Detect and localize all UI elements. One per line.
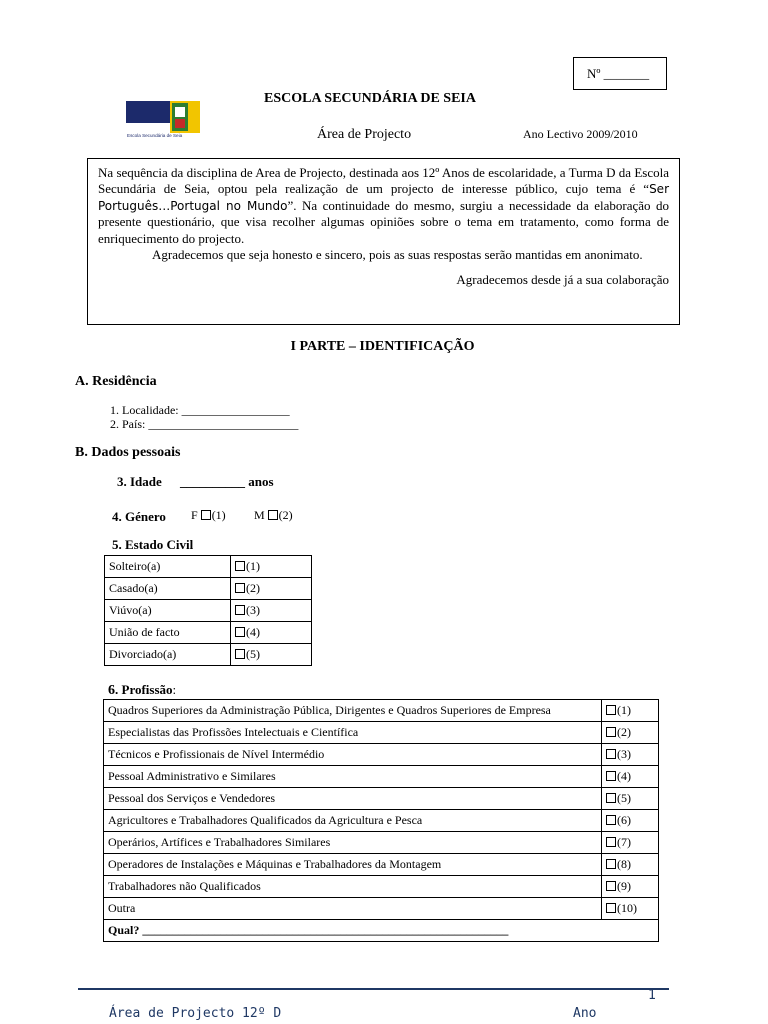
option-code: (3) xyxy=(617,747,631,761)
checkbox-icon[interactable] xyxy=(606,903,616,913)
civil-status-row xyxy=(105,644,312,666)
profession-row xyxy=(104,876,659,898)
option-checkbox[interactable] xyxy=(602,832,659,854)
profession-table xyxy=(103,699,659,942)
option-checkbox[interactable] xyxy=(602,854,659,876)
profession-row xyxy=(104,744,659,766)
option-code: (1) xyxy=(246,559,260,573)
section-b-title: B. Dados pessoais xyxy=(75,445,181,460)
profession-row xyxy=(104,700,659,722)
option-checkbox[interactable] xyxy=(602,788,659,810)
profession-row xyxy=(104,810,659,832)
option-code: (2) xyxy=(617,725,631,739)
profession-row xyxy=(104,832,659,854)
option-code: (7) xyxy=(617,835,631,849)
option-label: União de facto xyxy=(105,622,231,644)
civil-status-row xyxy=(105,622,312,644)
option-checkbox[interactable] xyxy=(602,722,659,744)
option-label: Operadores de Instalações e Máquinas e Trabalhadores da Montagem xyxy=(104,854,602,876)
checkbox-icon[interactable] xyxy=(606,815,616,825)
option-code: (2) xyxy=(246,581,260,595)
age-label: 3. Idade xyxy=(117,474,162,489)
checkbox-icon[interactable] xyxy=(201,510,211,520)
checkbox-icon[interactable] xyxy=(235,583,245,593)
option-checkbox[interactable] xyxy=(231,622,312,644)
option-checkbox[interactable] xyxy=(602,810,659,832)
logo-text: Escola Secundária de Seia xyxy=(127,133,183,138)
option-label: Outra xyxy=(104,898,602,920)
checkbox-icon[interactable] xyxy=(235,561,245,571)
option-code: (10) xyxy=(617,901,637,915)
option-label: Quadros Superiores da Administração Pública, Dirigentes e Quadros Superiores de Empresa xyxy=(104,700,602,722)
option-code: (9) xyxy=(617,879,631,893)
project-theme: Ser Português…Portugal no Mundo xyxy=(98,182,669,213)
option-code: (5) xyxy=(617,791,631,805)
checkbox-icon[interactable] xyxy=(606,727,616,737)
option-label: Especialistas das Profissões Intelectuais e Científica xyxy=(104,722,602,744)
intro-paragraph-2: Agradecemos que seja honesto e sincero, pois as suas respostas serão mantidas em anonimato. xyxy=(152,247,643,263)
checkbox-icon[interactable] xyxy=(235,627,245,637)
number-box: Nº _______ xyxy=(573,57,667,90)
checkbox-icon[interactable] xyxy=(606,859,616,869)
civil-status-row xyxy=(105,578,312,600)
option-label: Viúvo(a) xyxy=(105,600,231,622)
school-name: ESCOLA SECUNDÁRIA DE SEIA xyxy=(263,91,476,106)
footer-right-text: Ano xyxy=(573,1006,597,1021)
option-label: Trabalhadores não Qualificados xyxy=(104,876,602,898)
profession-row xyxy=(104,722,659,744)
checkbox-icon[interactable] xyxy=(268,510,278,520)
profession-row xyxy=(104,854,659,876)
intro-box xyxy=(87,158,680,325)
school-year: Ano Lectivo 2009/2010 xyxy=(523,127,638,141)
gender-option-m[interactable]: M (2) xyxy=(254,508,293,522)
option-code: (5) xyxy=(246,647,260,661)
option-code: (4) xyxy=(617,769,631,783)
intro-thanks: Agradecemos desde já a sua colaboração xyxy=(456,272,669,288)
option-label: Casado(a) xyxy=(105,578,231,600)
option-checkbox[interactable] xyxy=(602,898,659,920)
option-label: Agricultores e Trabalhadores Qualificados da Agricultura e Pesca xyxy=(104,810,602,832)
checkbox-icon[interactable] xyxy=(606,881,616,891)
option-code: (8) xyxy=(617,857,631,871)
civil-status-title: 5. Estado Civil xyxy=(112,537,194,552)
profession-row xyxy=(104,898,659,920)
gender-option-f[interactable]: F (1) xyxy=(191,508,226,522)
profession-title: 6. Profissão: xyxy=(108,682,177,698)
civil-status-table xyxy=(104,555,312,666)
civil-status-row xyxy=(105,600,312,622)
checkbox-icon[interactable] xyxy=(235,605,245,615)
option-label: Pessoal dos Serviços e Vendedores xyxy=(104,788,602,810)
profession-other-field[interactable]: Qual? _____________________________________________________________ xyxy=(104,920,659,942)
option-checkbox[interactable] xyxy=(602,744,659,766)
profession-other-row xyxy=(104,920,659,942)
option-code: (4) xyxy=(246,625,260,639)
profession-row xyxy=(104,766,659,788)
civil-status-row xyxy=(105,556,312,578)
option-checkbox[interactable] xyxy=(231,644,312,666)
checkbox-icon[interactable] xyxy=(235,649,245,659)
option-label: Operários, Artífices e Trabalhadores Similares xyxy=(104,832,602,854)
option-label: Técnicos e Profissionais de Nível Intermédio xyxy=(104,744,602,766)
option-checkbox[interactable] xyxy=(602,766,659,788)
checkbox-icon[interactable] xyxy=(606,749,616,759)
checkbox-icon[interactable] xyxy=(606,793,616,803)
option-label: Pessoal Administrativo e Similares xyxy=(104,766,602,788)
option-checkbox[interactable] xyxy=(231,556,312,578)
checkbox-icon[interactable] xyxy=(606,705,616,715)
profession-row xyxy=(104,788,659,810)
option-checkbox[interactable] xyxy=(231,578,312,600)
school-logo xyxy=(126,101,200,141)
checkbox-icon[interactable] xyxy=(606,837,616,847)
option-checkbox[interactable] xyxy=(602,700,659,722)
subject-title: Área de Projecto xyxy=(317,127,412,142)
part-title: I PARTE – IDENTIFICAÇÃO xyxy=(290,339,475,354)
gender-label: 4. Género xyxy=(112,509,166,524)
pais-field[interactable]: 2. País: _________________________ xyxy=(110,417,299,431)
localidade-field[interactable]: 1. Localidade: __________________ xyxy=(110,403,290,417)
option-label: Divorciado(a) xyxy=(105,644,231,666)
option-checkbox[interactable] xyxy=(231,600,312,622)
intro-paragraph-1: Na sequência da disciplina de Area de Projecto, destinada aos 12º Anos de escolaridade, a Turma D da Escola Secundária de Seia, optou pela realização de um projecto de interesse público, cujo tema é “Ser Português…Portugal no Mundo”. Na continuidade do mesmo, surgiu a necessidade da elaboração do presente questionário, que visa recolher algumas opiniões sobre o tema em tratamento, como forma de enriquecimento do projecto. xyxy=(98,165,669,246)
footer-left-text: Área de Projecto 12º D xyxy=(109,1006,282,1021)
option-code: (6) xyxy=(617,813,631,827)
age-field[interactable]: __________ anos xyxy=(180,474,274,489)
option-checkbox[interactable] xyxy=(602,876,659,898)
option-code: (3) xyxy=(246,603,260,617)
footer-divider xyxy=(78,988,669,990)
page-number: 1 xyxy=(648,988,656,1003)
option-code: (1) xyxy=(617,703,631,717)
option-label: Solteiro(a) xyxy=(105,556,231,578)
checkbox-icon[interactable] xyxy=(606,771,616,781)
section-a-title: A. Residência xyxy=(75,374,157,389)
